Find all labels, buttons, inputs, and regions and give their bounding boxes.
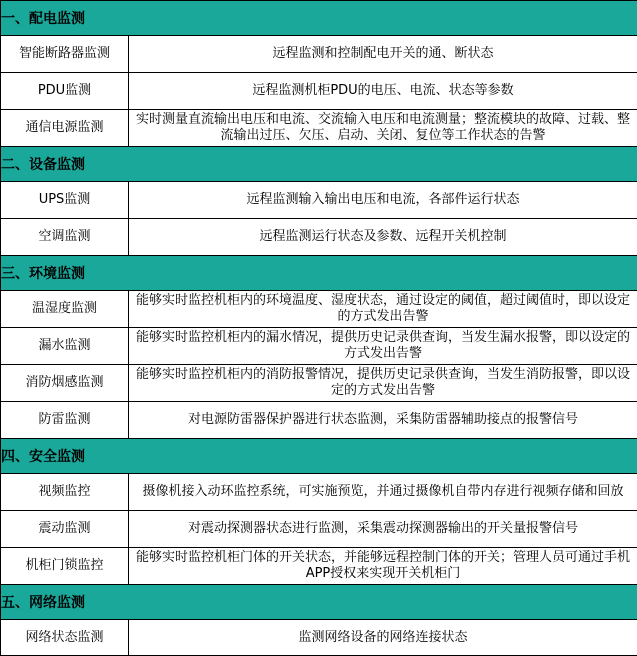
section-title: 一、配电监测	[1, 1, 637, 36]
section-header-security	[1, 439, 637, 474]
section-header-equipment	[1, 147, 637, 182]
table-row	[1, 474, 637, 511]
item-name: 消防烟感监测	[1, 365, 129, 402]
item-name: 震动监测	[1, 511, 129, 548]
table-row	[1, 73, 637, 110]
item-name: PDU监测	[1, 73, 129, 110]
item-description: 实时测量直流输出电压和电流、交流输入电压和电流测量；整流模块的故障、过载、整流输出过压、欠压、启动、关闭、复位等工作状态的告警	[129, 110, 637, 147]
table-row	[1, 291, 637, 328]
item-name: 温湿度监测	[1, 291, 129, 328]
item-description: 摄像机接入动环监控系统，可实施预览，并通过摄像机自带内存进行视频存储和回放	[129, 474, 637, 511]
item-name: 空调监测	[1, 219, 129, 256]
item-description: 远程监测输入输出电压和电流，各部件运行状态	[129, 182, 637, 219]
section-header-power	[1, 1, 637, 36]
item-description: 对震动探测器状态进行监测，采集震动探测器输出的开关量报警信号	[129, 511, 637, 548]
item-description: 能够实时监控机柜内的消防报警情况，提供历史记录供查询，当发生消防报警，即以设定的方式发出告警	[129, 365, 637, 402]
item-name: 机柜门锁监控	[1, 548, 129, 585]
item-name: UPS监测	[1, 182, 129, 219]
item-description: 对电源防雷器保护器进行状态监测，采集防雷器辅助接点的报警信号	[129, 402, 637, 439]
item-name: 通信电源监测	[1, 110, 129, 147]
item-description: 远程监测运行状态及参数、远程开关机控制	[129, 219, 637, 256]
item-description: 能够实时监控机柜门体的开关状态，并能够远程控制门体的开关；管理人员可通过手机APP授权来实现开关机柜门	[129, 548, 637, 585]
item-description: 远程监测机柜PDU的电压、电流、状态等参数	[129, 73, 637, 110]
table-row	[1, 402, 637, 439]
table-row	[1, 182, 637, 219]
section-title: 四、安全监测	[1, 439, 637, 474]
item-name: 防雷监测	[1, 402, 129, 439]
table-row	[1, 110, 637, 147]
table-row	[1, 328, 637, 365]
table-row	[1, 365, 637, 402]
item-name: 网络状态监测	[1, 620, 129, 656]
section-title: 二、设备监测	[1, 147, 637, 182]
item-description: 监测网络设备的网络连接状态	[129, 620, 637, 656]
item-description: 远程监测和控制配电开关的通、断状态	[129, 36, 637, 73]
section-title: 五、网络监测	[1, 585, 637, 620]
section-title: 三、环境监测	[1, 256, 637, 291]
item-name: 智能断路器监测	[1, 36, 129, 73]
section-header-environment	[1, 256, 637, 291]
table-row	[1, 219, 637, 256]
table-row	[1, 36, 637, 73]
table-row	[1, 548, 637, 585]
item-name: 视频监控	[1, 474, 129, 511]
item-description: 能够实时监控机柜内的环境温度、湿度状态，通过设定的阈值，超过阈值时，即以设定的方式发出告警	[129, 291, 637, 328]
item-description: 能够实时监控机柜内的漏水情况，提供历史记录供查询，当发生漏水报警，即以设定的方式发出告警	[129, 328, 637, 365]
section-header-network	[1, 585, 637, 620]
table-row	[1, 620, 637, 656]
item-name: 漏水监测	[1, 328, 129, 365]
table-row	[1, 511, 637, 548]
